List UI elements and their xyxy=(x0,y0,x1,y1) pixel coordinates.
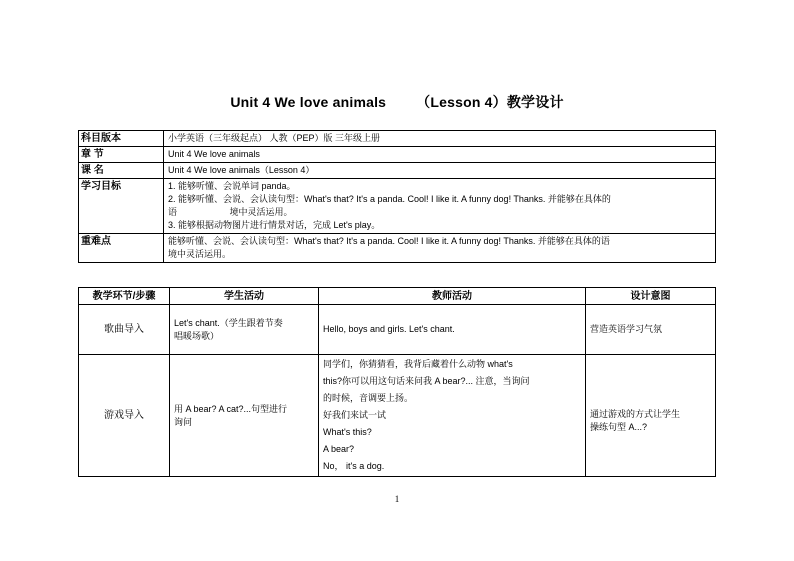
info-label: 章 节 xyxy=(79,147,164,163)
info-row xyxy=(79,131,716,147)
activity-header-row xyxy=(79,288,716,305)
activity-row xyxy=(79,305,716,355)
student-cell xyxy=(170,355,319,477)
step-cell: 游戏导入 xyxy=(79,355,170,477)
goal-line: 2. 能够听懂、会说、会认读句型：What's that? It's a panda. Cool! I like it. A funny dog! Thanks. 并能够在具体的 xyxy=(168,194,611,204)
student-line: 用 A bear? A cat?...句型进行 xyxy=(174,403,288,414)
teacher-cell xyxy=(319,355,586,477)
goals-row xyxy=(79,179,716,234)
activity-row xyxy=(79,355,716,477)
teacher-line: What's this? xyxy=(323,427,372,437)
teacher-cell xyxy=(319,305,586,355)
teacher-line: 好我们来试一试 xyxy=(323,410,387,420)
goal-line: 语 境中灵活运用。 xyxy=(168,207,293,217)
goals-value xyxy=(164,179,716,234)
key-label: 重难点 xyxy=(79,234,164,263)
intent-line: 营造英语学习气氛 xyxy=(590,324,663,334)
intent-line: 操练句型 A...? xyxy=(590,421,648,432)
header-student: 学生活动 xyxy=(170,288,319,305)
key-row xyxy=(79,234,716,263)
goal-line: 1. 能够听懂、会说单词 panda。 xyxy=(168,181,296,191)
teacher-line: No， it's a dog. xyxy=(323,461,385,471)
activity-table xyxy=(78,287,716,477)
info-value: 小学英语（三年级起点） 人教（PEP）版 三年级上册 xyxy=(164,131,716,147)
info-row xyxy=(79,163,716,179)
info-label: 课 名 xyxy=(79,163,164,179)
teacher-line: Hello, boys and girls. Let's chant. xyxy=(323,324,455,334)
student-cell xyxy=(170,305,319,355)
title-main: Unit 4 We love animals xyxy=(230,94,387,110)
document-title xyxy=(0,92,794,112)
header-intent: 设计意图 xyxy=(586,288,716,305)
goal-line: 3. 能够根据动物图片进行情景对话，完成 Let's play。 xyxy=(168,220,381,230)
info-label: 科目版本 xyxy=(79,131,164,147)
header-step: 教学环节/步骤 xyxy=(79,288,170,305)
title-suffix: （Lesson 4）教学设计 xyxy=(416,94,564,110)
step-cell: 歌曲导入 xyxy=(79,305,170,355)
info-value: Unit 4 We love animals xyxy=(164,147,716,163)
teacher-line: A bear? xyxy=(323,444,355,454)
student-line: 唱暖场歌） xyxy=(174,330,220,341)
info-row xyxy=(79,147,716,163)
key-value xyxy=(164,234,716,263)
key-line: 能够听懂、会说、会认读句型：What's that? It's a panda. Cool! I like it. A funny dog! Thanks. 并能够在具体的语 xyxy=(168,236,610,246)
key-line: 境中灵活运用。 xyxy=(168,249,232,259)
student-line: Let's chant.（学生跟着节奏 xyxy=(174,317,283,328)
info-table xyxy=(78,130,716,263)
intent-line: 通过游戏的方式让学生 xyxy=(590,408,681,419)
intent-cell xyxy=(586,305,716,355)
goals-label: 学习目标 xyxy=(79,179,164,234)
header-teacher: 教师活动 xyxy=(319,288,586,305)
info-value: Unit 4 We love animals（Lesson 4） xyxy=(164,163,716,179)
teacher-line: 的时候，音调要上扬。 xyxy=(323,393,414,403)
intent-cell xyxy=(586,355,716,477)
page-number: 1 xyxy=(394,494,400,504)
teacher-line: this?你可以用这句话来问我 A bear?... 注意，当询问 xyxy=(323,376,530,386)
teacher-line: 同学们，你猜猜看，我背后藏着什么动物 what's xyxy=(323,359,513,369)
student-line: 询问 xyxy=(174,416,193,427)
